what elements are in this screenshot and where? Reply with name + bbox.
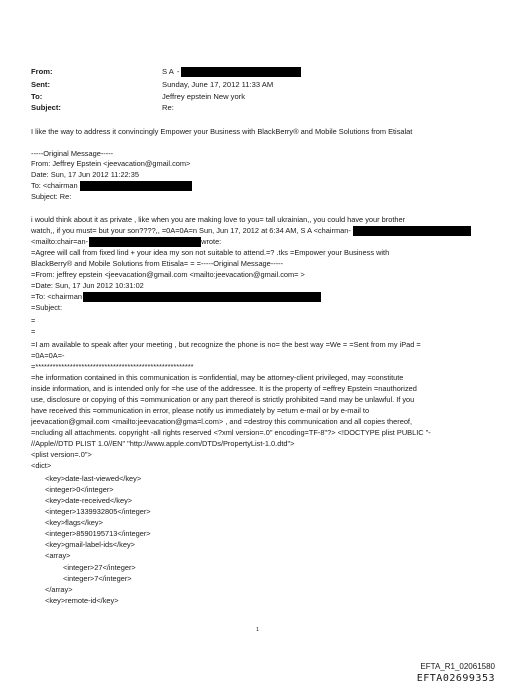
- body-line: =From: jeffrey epstein <jeevacation@gmail.com <mailto:jeevacation@gmail.com= >: [31, 270, 305, 279]
- body-line: =Subject:: [31, 303, 63, 312]
- body-line: Date: Sun, 17 Jun 2012 11:22:35: [31, 170, 139, 179]
- body-line: [31, 226, 471, 236]
- redaction-box: [353, 226, 471, 236]
- body-line: =: [31, 316, 36, 325]
- body-line: BlackBerry® and Mobile Solutions from Etisala= = =-----Original Message-----: [31, 259, 284, 268]
- subject-value: Re:: [162, 103, 174, 112]
- body-line: <integer>27</integer>: [63, 563, 136, 572]
- body-line: I like the way to address it convincingly Empower your Business with BlackBerry® and Mobile Solutions from Etisalat: [31, 127, 413, 136]
- body-line: [31, 181, 192, 191]
- body-line: <plist version=.0">: [31, 450, 92, 459]
- body-line: =ncluding all attachments. copyright -all rights reserved <?xml version=.0" encoding=TF-8"?> <!DOCTYPE plist PUBLIC "-: [31, 428, 431, 437]
- to-chairman-text: =To: <chairman: [31, 292, 82, 301]
- from-value: S A -: [162, 67, 301, 77]
- body-line: <integer>0</integer>: [45, 485, 114, 494]
- to-label: To:: [31, 92, 43, 101]
- subject-label: Subject:: [31, 103, 61, 112]
- redaction-box: [89, 237, 201, 247]
- wrote-text: wrote:: [201, 237, 222, 246]
- body-line: =Agree will call from fixed lind + your idea my son not suitable to attend.=? .tks =Empower your Business with: [31, 248, 390, 257]
- page-number: 1: [256, 627, 260, 633]
- body-line: <key>gmail-label-ids</key>: [45, 540, 135, 549]
- body-line: [31, 237, 221, 247]
- redaction-box: [80, 181, 192, 191]
- body-line: <key>date-received</key>: [45, 496, 133, 505]
- body-line: <key>remote-id</key>: [45, 596, 119, 605]
- footer-reference-2: EFTA02699353: [416, 673, 495, 684]
- to-chairman-text: To: <chairman: [31, 181, 78, 190]
- body-line: =he information contained in this communication is =onfidential, may be attorney-client privileged, may =constitute: [31, 373, 404, 382]
- body-line: =0A=0A=-: [31, 351, 65, 360]
- body-line: From: Jeffrey Epstein <jeevacation@gmail.com>: [31, 159, 191, 168]
- body-line: have received this =ommunication in error, please notify us immediately by =eturn e-mail or by e-mail to: [31, 406, 370, 415]
- redaction-box: [181, 67, 301, 77]
- body-line: <dict>: [31, 461, 52, 470]
- body-line: =I am available to speak after your meeting , but recognize the phone is no= the best way =We = =Sent from my iPad =: [31, 340, 421, 349]
- footer-reference-1: EFTA_R1_02061580: [420, 662, 495, 671]
- body-line: <integer>7</integer>: [63, 574, 132, 583]
- from-name: S A: [162, 67, 174, 76]
- body-line: //Apple//DTD PLIST 1.0//EN" "http://www.apple.com/DTDs/PropertyList-1.0.dtd">: [31, 439, 295, 448]
- body-line: <integer>1339932805</integer>: [45, 507, 151, 516]
- mailto-text: <mailto:chair=an-: [31, 237, 89, 246]
- body-line: -----Original Message-----: [31, 149, 114, 158]
- sent-label: Sent:: [31, 80, 50, 89]
- to-value: Jeffrey epstein New york: [162, 92, 246, 101]
- body-line: =Date: Sun, 17 Jun 2012 10:31:02: [31, 281, 144, 290]
- body-line: jeevacation@gmail.com <mailto:jeevacation@gma=l.com> , and =destroy this communication and all copies thereof,: [31, 417, 413, 426]
- body-line: use, disclosure or copying of this =ommunication or any part thereof is strictly prohibited =and may be unlawful. If you: [31, 395, 415, 404]
- redaction-box: [83, 292, 321, 302]
- body-line: =: [31, 327, 36, 336]
- sent-value: Sunday, June 17, 2012 11:33 AM: [162, 80, 274, 89]
- body-line: </array>: [45, 585, 73, 594]
- body-line: <key>date-last-viewed</key>: [45, 474, 142, 483]
- body-line: <array>: [45, 551, 71, 560]
- body-line: [31, 292, 321, 302]
- body-line: i would think about it as private , like when you are making love to you= tall ukrainian,, you could have your brother: [31, 215, 406, 224]
- body-line: <integer>8590195713</integer>: [45, 529, 151, 538]
- body-line: =*******************************************************: [31, 362, 194, 371]
- body-line: <key>flags</key>: [45, 518, 103, 527]
- body-text: watch,, if you must= but your son????,, =0A=0A=n Sun, Jun 17, 2012 at 6:34 AM, S A <chairman-: [31, 226, 351, 235]
- from-label: From:: [31, 67, 53, 76]
- body-line: inside information, and is intended only for =he use of the addressee. It is the property of =effrey Epstein =nauthorized: [31, 384, 417, 393]
- body-line: Subject: Re:: [31, 192, 72, 201]
